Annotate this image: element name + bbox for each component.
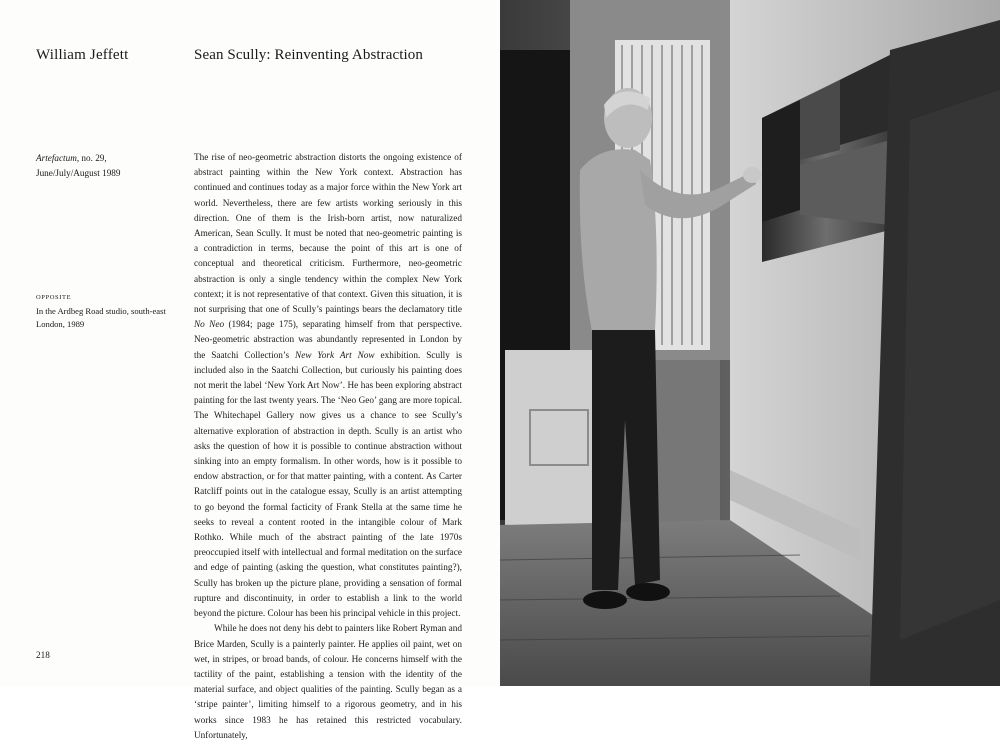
paragraph-2: While he does not deny his debt to painters like Robert Ryman and Brice Marden, Scully is a painterly painter. He applies oil paint, wet on wet, in stripes, or broad bands, of colour. He concerns himself with the tactility of the paint, establishing a tension with the identity of the material surface, and object qualities of the painting. Scully began as a ‘stripe painter’, limiting himself to a rigorous geometry, and in his works since 1983 he has retained this restricted vocabulary. Unfortunately, <box>194 624 462 741</box>
exhibition-title: New York Art Now <box>295 350 375 361</box>
publication-issue: , no. 29, <box>76 153 107 163</box>
studio-photograph <box>500 0 1000 686</box>
caption-label: OPPOSITE <box>36 294 72 301</box>
article-body <box>194 151 462 744</box>
photo-illustration <box>500 0 1000 686</box>
publication-name: Artefactum <box>36 153 77 163</box>
article-title: Sean Scully: Reinventing Abstraction <box>194 47 423 63</box>
photo-caption <box>36 291 186 331</box>
paragraph-1: The rise of neo-geometric abstraction distorts the ongoing existence of abstract painting within the New York context. Abstraction has continued and continues today as a major force within the New York art world. Nevertheless, there are few artists working seriously in this direction. One of them is the Irish-born artist, now naturalized American, Sean Scully. It must be noted that neo-geometric painting is a contradiction in terms, because the point of this art is one of conceptual and theoretical criticism. Furthermore, neo-geometric abstraction is only a single tendency within the complex New York context; it is not representative of that context. Given this situation, it is not surprising that one of Scully’s paintings bears the declamatory title No Neo (1984; page 175), separating himself from that perspective. Neo-geometric abstraction was abundantly represented in London by the Saatchi Collection’s New York Art Now exhibition. Scully is included also in the Saatchi Collection, but curiously his painting does not merit the label ‘New York Art Now’. He has been exploring abstract painting for the last twenty years. The ‘Neo Geo’ gang are more topical. The Whitechapel Gallery now gives us a chance to see Scully’s alternative exploration of abstraction in depth. Scully is an artist who asks the question of how it is possible to continue abstraction without sinking into an empty formalism. In other words, how is it possible to endow abstraction, or for that matter painting, with a content. As Carter Ratcliff points out in the catalogue essay, Scully is an artist attempting to go beyond the formal facticity of Frank Stella at the same time he seeks to reveal a content rooted in the intangible colour of Mark Rothko. While much of the abstract painting of the late 1970s preoccupied itself with intellectual and formal meditation on the surface and edge of painting (asking the question, what constitutes painting?), Scully has broken up the picture plane, providing a sensation of formal rupture and discontinuity, in order to establish a link to the world beyond the picture. Colour has been his principal vehicle in this project. <box>194 153 462 620</box>
author-name: William Jeffett <box>36 47 129 63</box>
page-number: 218 <box>36 650 50 660</box>
left-page <box>0 0 500 741</box>
publication-date: June/July/August 1989 <box>36 168 121 178</box>
caption-text: In the Ardbeg Road studio, south-east London, 1989 <box>36 306 166 329</box>
source-citation <box>36 151 176 181</box>
work-title-no-neo: No Neo <box>194 320 225 331</box>
